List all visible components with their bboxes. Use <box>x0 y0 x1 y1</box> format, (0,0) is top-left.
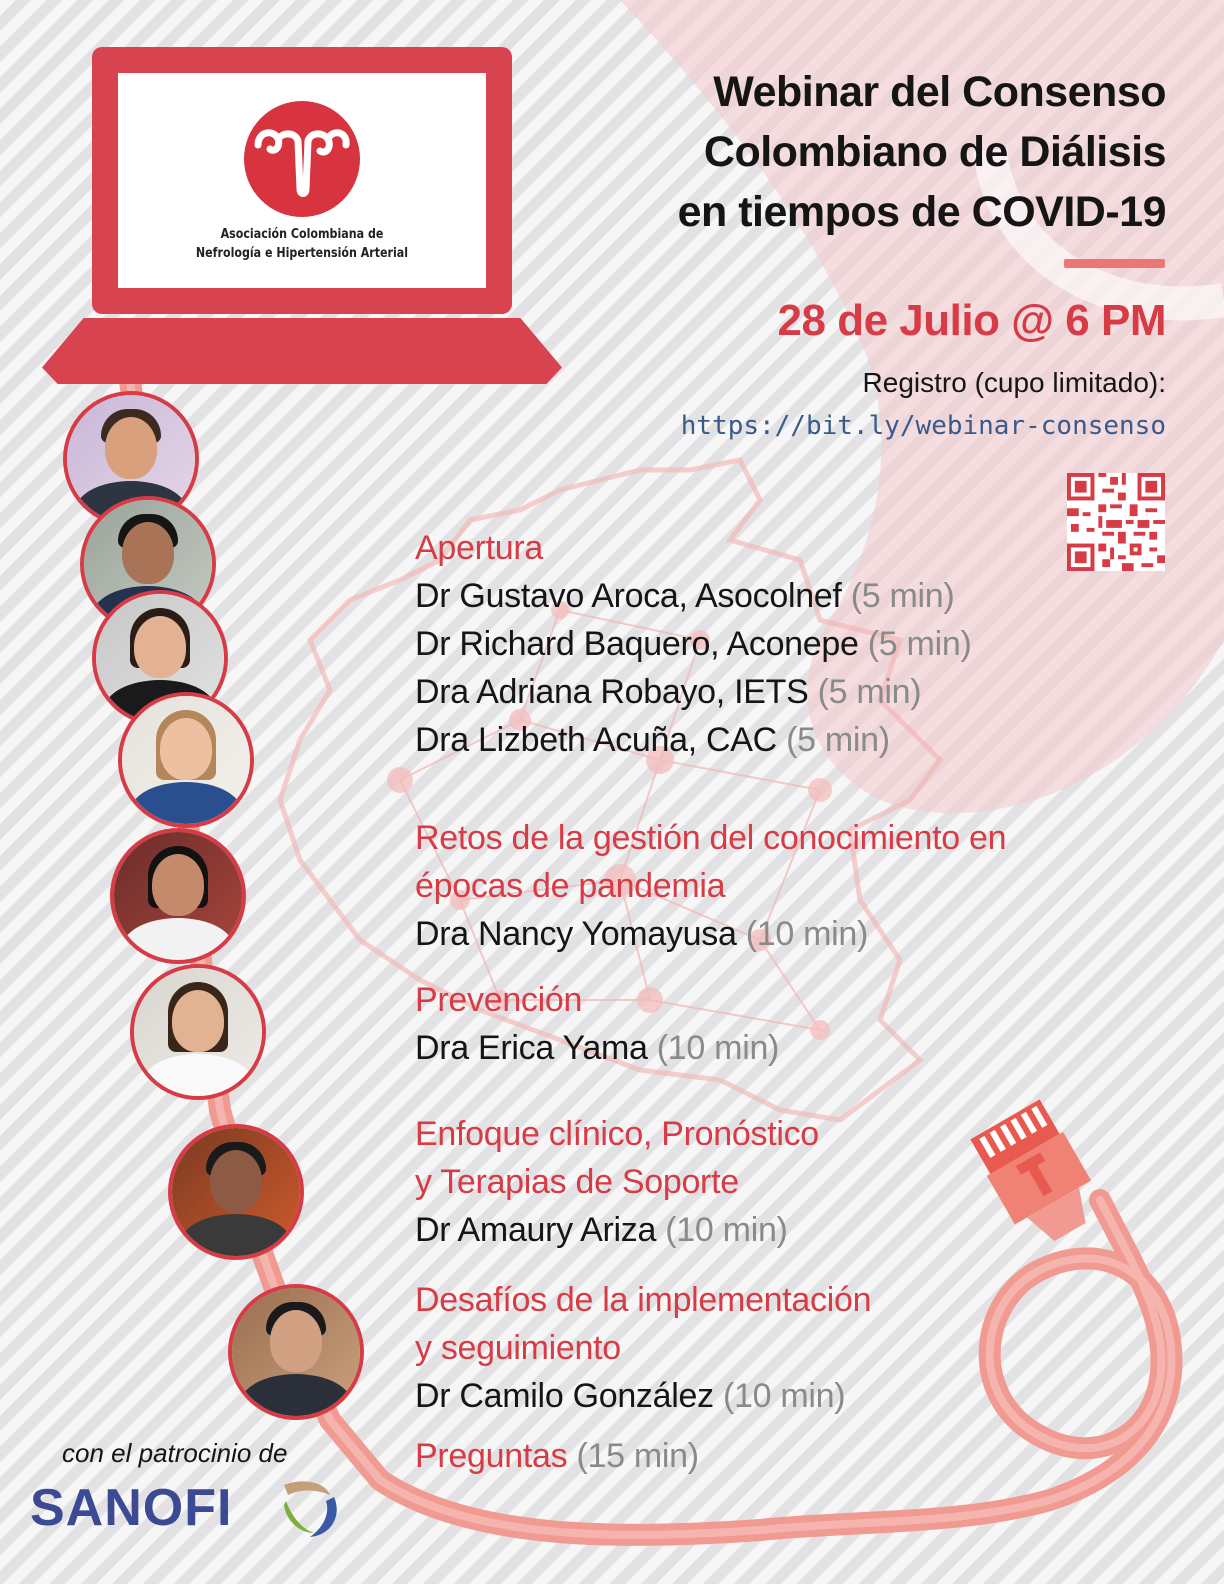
speaker-line <box>415 1372 1135 1420</box>
section-title-line2: y Terapias de Soporte <box>415 1163 739 1201</box>
sponsor-logo-text: SANOFI <box>30 1479 233 1537</box>
speaker-name: Dr Camilo González <box>415 1377 714 1415</box>
laptop-screen-display <box>118 73 486 288</box>
registration-link[interactable]: https://bit.ly/webinar-consenso <box>680 411 1166 441</box>
sanofi-logo-icon <box>276 1475 342 1541</box>
section-title-line1: Enfoque clínico, Pronóstico <box>415 1115 819 1153</box>
agenda <box>415 524 1135 1480</box>
title-line-1: Webinar del Consenso <box>713 68 1166 116</box>
speaker-duration: (5 min) <box>786 721 890 759</box>
association-name-line2: Nefrología e Hipertensión Arterial <box>195 245 409 261</box>
section-duration: (15 min) <box>576 1437 699 1475</box>
speaker-photo-lizbeth-acuna <box>118 692 254 828</box>
speaker-line <box>415 1206 1135 1254</box>
speaker-name: Dr Gustavo Aroca, Asocolnef <box>415 577 842 615</box>
section-apertura <box>415 524 1135 764</box>
speaker-duration: (5 min) <box>850 577 955 615</box>
section-title: Prevención <box>415 981 583 1019</box>
section-title-line1: Retos de la gestión del conocimiento en <box>415 819 1007 857</box>
speaker-photo-amaury-ariza <box>168 1124 304 1260</box>
speaker-name: Dra Nancy Yomayusa <box>415 915 737 953</box>
section-title-line2: y seguimiento <box>415 1329 621 1367</box>
speaker-name: Dr Richard Baquero, Aconepe <box>415 625 859 663</box>
speaker-line <box>415 910 1135 958</box>
speaker-name: Dra Erica Yama <box>415 1029 648 1067</box>
speaker-line <box>415 572 1135 620</box>
speaker-name: Dra Lizbeth Acuña, CAC <box>415 721 777 759</box>
speaker-photo-camilo-gonzalez <box>228 1284 364 1420</box>
webinar-title <box>546 62 1166 242</box>
laptop-base <box>42 318 562 384</box>
section-title: Preguntas <box>415 1437 568 1475</box>
association-name-line1: Asociación Colombiana de <box>220 226 384 242</box>
speaker-duration: (10 min) <box>665 1211 788 1249</box>
event-date: 28 de Julio @ 6 PM <box>777 296 1166 345</box>
speaker-line <box>415 1024 1135 1072</box>
section-enfoque <box>415 1110 1135 1254</box>
speaker-duration: (10 min) <box>656 1029 780 1067</box>
section-desafios <box>415 1276 1135 1420</box>
kidney-association-logo <box>244 101 360 217</box>
speaker-line <box>415 668 1135 716</box>
section-retos <box>415 814 1135 958</box>
section-title-line1: Desafíos de la implementación <box>415 1281 872 1319</box>
association-name <box>151 225 453 263</box>
title-line-3: en tiempos de COVID-19 <box>677 188 1166 236</box>
section-title-line2: épocas de pandemia <box>415 867 726 905</box>
title-line-2: Colombiano de Diálisis <box>703 128 1166 176</box>
speaker-photo-erica-yama <box>130 964 266 1100</box>
section-preguntas <box>415 1432 1135 1480</box>
sponsor-label: con el patrocinio de <box>62 1438 288 1468</box>
laptop-icon <box>92 47 512 314</box>
speaker-name: Dr Amaury Ariza <box>415 1211 657 1249</box>
speaker-duration: (5 min) <box>867 625 972 663</box>
registration-label: Registro (cupo limitado): <box>862 367 1166 398</box>
speaker-line <box>415 620 1135 668</box>
section-prevencion <box>415 976 1135 1072</box>
speaker-duration: (10 min) <box>722 1377 846 1415</box>
speaker-name: Dra Adriana Robayo, IETS <box>415 673 809 711</box>
title-divider <box>1064 259 1165 268</box>
section-title: Apertura <box>415 529 544 567</box>
speaker-photo-nancy-yomayusa <box>110 828 246 964</box>
speaker-duration: (5 min) <box>817 673 922 711</box>
speaker-line <box>415 716 1135 764</box>
speaker-duration: (10 min) <box>745 915 869 953</box>
